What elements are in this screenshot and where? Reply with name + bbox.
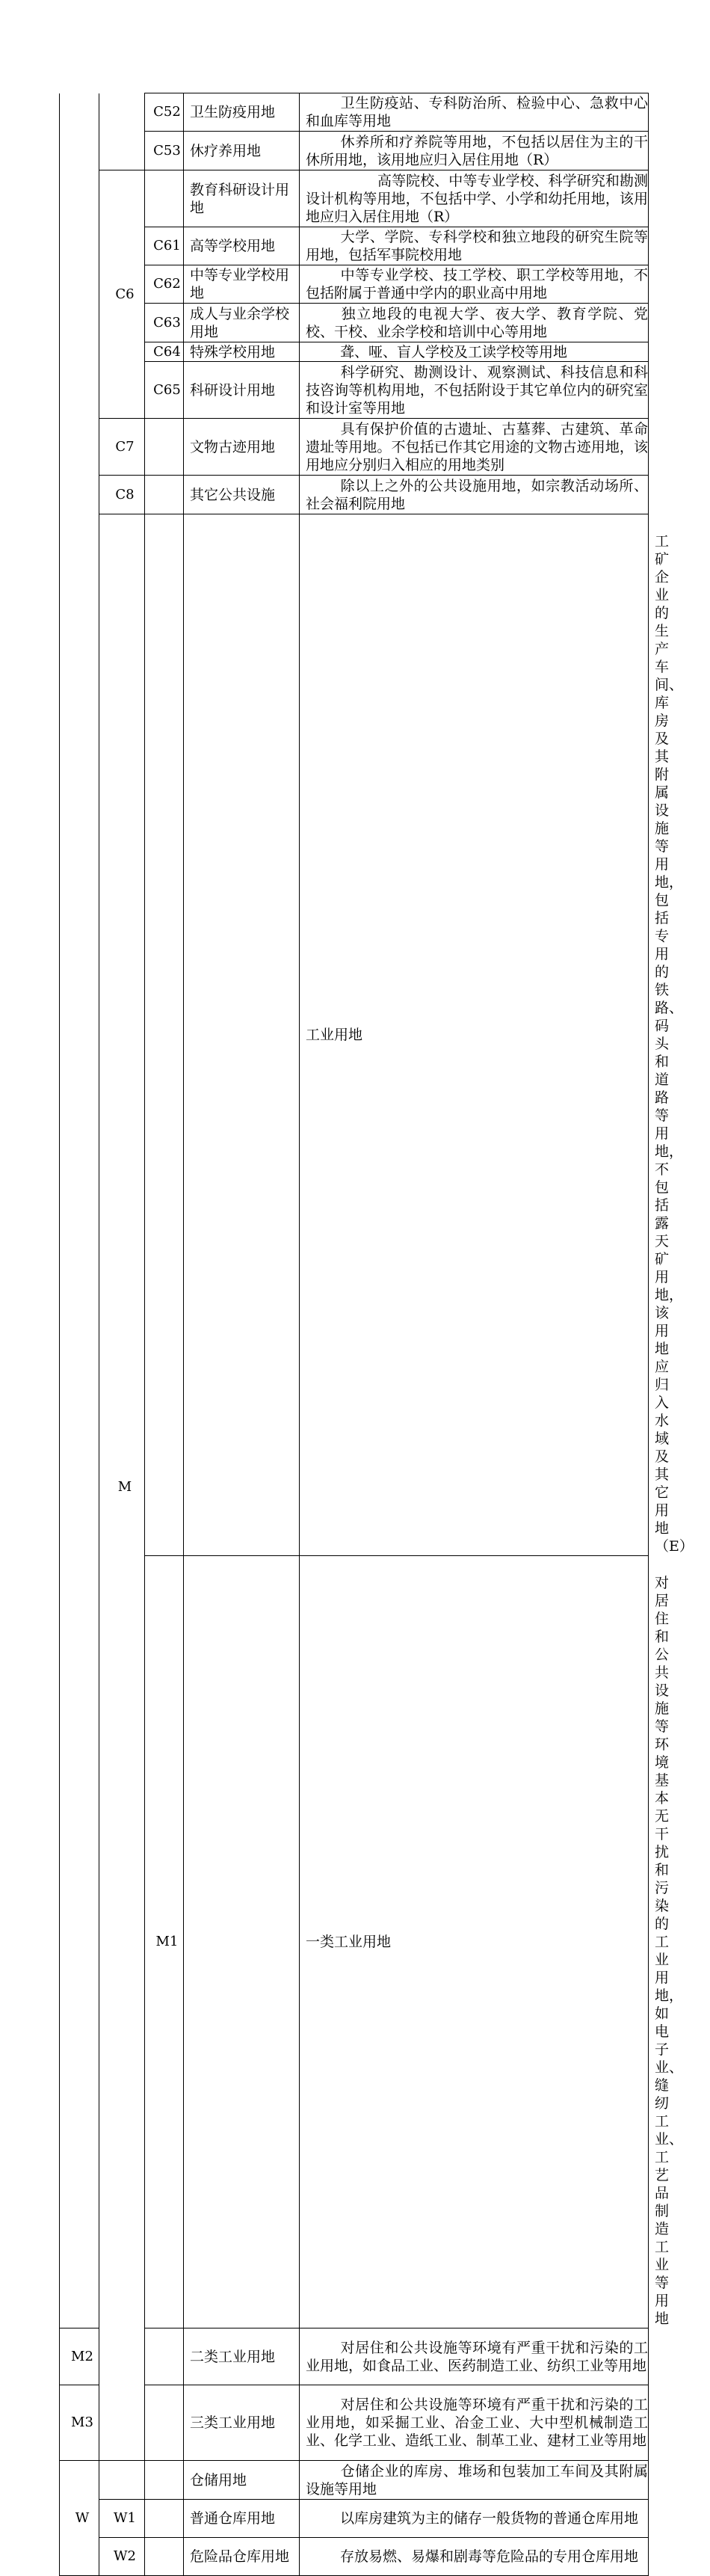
table-row bbox=[60, 1556, 649, 2328]
desc-text: 聋、哑、盲人学校及工读学校等用地 bbox=[340, 343, 568, 360]
name-cell: 其它公共设施 bbox=[184, 476, 300, 514]
name-cell: 二类工业用地 bbox=[184, 2328, 300, 2385]
desc-text: 具有保护价值的古遗址、古墓葬、古建筑、革命遗址等用地。不包括已作其它用途的文物古迹用地，该用地应分别归入相应的用地类别 bbox=[306, 420, 648, 473]
table-row bbox=[60, 362, 649, 419]
desc-text: 仓储企业的库房、堆场和包装加工车间及其附属设施等用地 bbox=[306, 2462, 648, 2497]
table-row bbox=[60, 2538, 649, 2576]
desc-cell bbox=[300, 132, 649, 170]
major-cell: C6 bbox=[99, 170, 145, 419]
category-cell: M bbox=[99, 514, 145, 2461]
desc-text: 对居住和公共设施等环境有严重干扰和污染的工业用地，如采掘工业、冶金工业、大中型机械制造工业、化学工业、造纸工业、制革工业、建材工业等用地 bbox=[306, 2397, 648, 2449]
desc-cell bbox=[300, 342, 649, 362]
table-row bbox=[60, 2461, 649, 2500]
desc-text: 工矿企业的生产车间、库房及其附属设施等用地，包括专用的铁路、码头和道路等用地，不包括露天矿用地，该用地应归入水域及其它用地（E） bbox=[655, 533, 694, 1555]
desc-cell bbox=[300, 362, 649, 419]
name-cell: 普通仓库用地 bbox=[184, 2500, 300, 2538]
desc-cell bbox=[300, 2328, 649, 2385]
desc-cell bbox=[300, 265, 649, 304]
code-cell bbox=[184, 514, 300, 1556]
code-cell: C63 bbox=[145, 304, 184, 342]
major-cell bbox=[145, 514, 184, 1556]
table-row bbox=[60, 419, 649, 476]
category-cell: W bbox=[60, 2461, 99, 2576]
desc-cell bbox=[300, 227, 649, 265]
desc-text: 科学研究、勘测设计、观察测试、科技信息和科技咨询等机构用地，不包括附设于其它单位内的研究室和设计室等用地 bbox=[306, 363, 648, 416]
code-cell bbox=[145, 2461, 184, 2500]
desc-text: 中等专业学校、技工学校、职工学校等用地，不包括附属于普通中学内的职业高中用地 bbox=[306, 267, 648, 301]
name-cell: 卫生防疫用地 bbox=[184, 93, 300, 132]
name-cell: 文物古迹用地 bbox=[184, 419, 300, 476]
desc-cell bbox=[300, 170, 649, 227]
name-cell: 一类工业用地 bbox=[300, 1556, 649, 2328]
major-cell bbox=[99, 2461, 145, 2500]
code-cell bbox=[145, 2328, 184, 2385]
name-cell: 危险品仓库用地 bbox=[184, 2538, 300, 2576]
desc-text: 休养所和疗养院等用地，不包括以居住为主的干休所用地，该用地应归入居住用地（R） bbox=[306, 133, 648, 168]
code-cell: C64 bbox=[145, 342, 184, 362]
desc-text: 卫生防疫站、专科防治所、检验中心、急救中心和血库等用地 bbox=[306, 95, 648, 129]
category-cell-continued bbox=[60, 93, 99, 2328]
code-cell: C53 bbox=[145, 132, 184, 170]
name-cell: 中等专业学校用地 bbox=[184, 265, 300, 304]
major-cell: C7 bbox=[99, 419, 145, 476]
table-row bbox=[60, 514, 649, 1556]
desc-text: 以库房建筑为主的储存一般货物的普通仓库用地 bbox=[340, 2510, 639, 2527]
desc-cell bbox=[300, 304, 649, 342]
major-cell: W1 bbox=[99, 2500, 145, 2538]
code-cell bbox=[145, 476, 184, 514]
table-row bbox=[60, 93, 649, 132]
code-cell bbox=[145, 2385, 184, 2461]
table-row bbox=[60, 476, 649, 514]
desc-cell bbox=[300, 2461, 649, 2500]
table-row bbox=[60, 132, 649, 170]
table-row bbox=[60, 342, 649, 362]
major-cell: C8 bbox=[99, 476, 145, 514]
code-cell: C62 bbox=[145, 265, 184, 304]
name-cell: 三类工业用地 bbox=[184, 2385, 300, 2461]
table-row bbox=[60, 170, 649, 227]
table-row bbox=[60, 265, 649, 304]
code-cell bbox=[184, 1556, 300, 2328]
desc-cell bbox=[300, 2538, 649, 2576]
table-row bbox=[60, 2328, 649, 2385]
name-cell: 高等学校用地 bbox=[184, 227, 300, 265]
desc-cell bbox=[300, 419, 649, 476]
desc-text: 独立地段的电视大学、夜大学、教育学院、党校、干校、业余学校和培训中心等用地 bbox=[306, 305, 648, 340]
name-cell: 特殊学校用地 bbox=[184, 342, 300, 362]
major-cell: M3 bbox=[60, 2385, 99, 2461]
name-cell: 工业用地 bbox=[300, 514, 649, 1556]
code-cell bbox=[145, 2538, 184, 2576]
desc-text: 对居住和公共设施等环境基本无干扰和污染的工业用地，如电子业、缝纫工业、工艺品制造工业等用地 bbox=[655, 1575, 684, 2327]
table-row bbox=[60, 2385, 649, 2461]
code-cell: C61 bbox=[145, 227, 184, 265]
land-use-classification-table bbox=[59, 93, 694, 2576]
major-cell: M2 bbox=[60, 2328, 99, 2385]
table-row bbox=[60, 304, 649, 342]
name-cell: 科研设计用地 bbox=[184, 362, 300, 419]
code-cell bbox=[145, 2500, 184, 2538]
code-cell: C65 bbox=[145, 362, 184, 419]
desc-text: 大学、学院、专科学校和独立地段的研究生院等用地，包括军事院校用地 bbox=[306, 229, 648, 263]
desc-cell bbox=[300, 93, 649, 132]
desc-text: 存放易燃、易爆和剧毒等危险品的专用仓库用地 bbox=[340, 2548, 639, 2565]
name-cell: 教育科研设计用地 bbox=[184, 170, 300, 227]
name-cell: 休疗养用地 bbox=[184, 132, 300, 170]
name-cell: 仓储用地 bbox=[184, 2461, 300, 2500]
desc-text: 除以上之外的公共设施用地，如宗教活动场所、社会福利院用地 bbox=[306, 477, 648, 512]
major-cell: M1 bbox=[145, 1556, 184, 2328]
code-cell bbox=[145, 419, 184, 476]
table-row bbox=[60, 2500, 649, 2538]
name-cell: 成人与业余学校用地 bbox=[184, 304, 300, 342]
desc-text: 高等院校、中等专业学校、科学研究和勘测设计机构等用地，不包括中学、小学和幼托用地，该用地应归入居住用地（R） bbox=[306, 172, 648, 225]
desc-cell bbox=[300, 476, 649, 514]
code-cell bbox=[145, 170, 184, 227]
major-cell: W2 bbox=[99, 2538, 145, 2576]
desc-cell bbox=[300, 2500, 649, 2538]
table-row bbox=[60, 227, 649, 265]
desc-text: 对居住和公共设施等环境有严重干扰和污染的工业用地，如食品工业、医药制造工业、纺织工业等用地 bbox=[306, 2339, 648, 2374]
desc-cell bbox=[300, 2385, 649, 2461]
major-cell-continued bbox=[99, 93, 145, 170]
code-cell: C52 bbox=[145, 93, 184, 132]
